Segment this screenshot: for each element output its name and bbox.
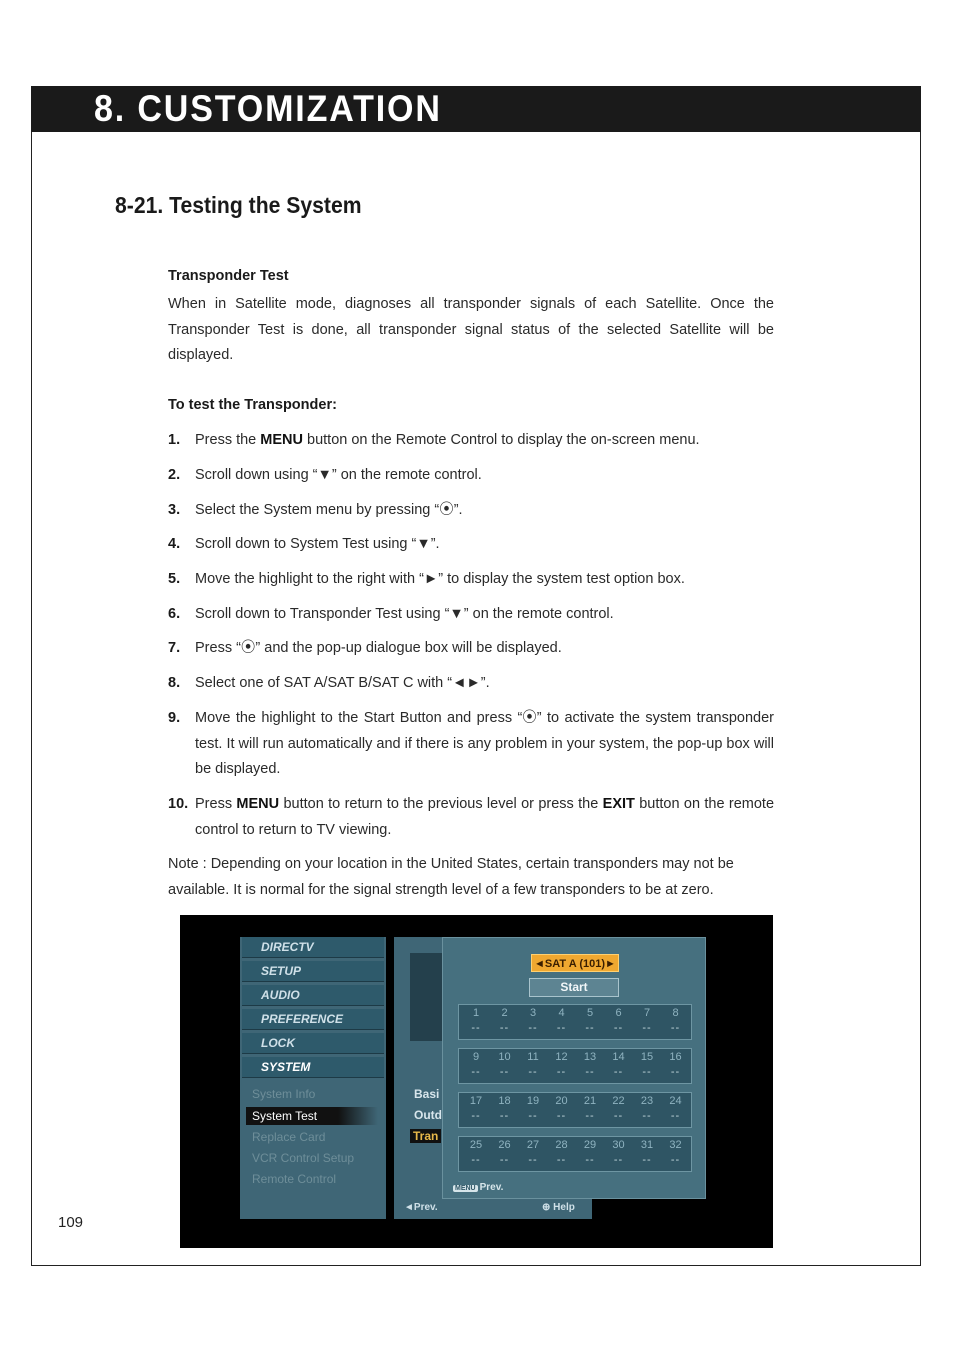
option-transponder: Tran — [410, 1129, 441, 1143]
page-number: 109 — [58, 1214, 84, 1231]
panel-preview — [410, 953, 444, 1041]
step-number: 4. — [168, 536, 181, 552]
step-7 — [168, 636, 774, 662]
transponder-number: 13 — [583, 1051, 597, 1063]
option-basic: Basi — [414, 1087, 440, 1101]
transponder-number: 8 — [672, 1007, 679, 1019]
step-number: 10. — [168, 796, 189, 812]
step-text: Select the System menu by pressing “⦿”. — [195, 502, 463, 518]
transponder-number: 10 — [498, 1051, 511, 1063]
transponder-number: 2 — [501, 1007, 508, 1019]
transponder-test-heading: Transponder Test — [168, 268, 289, 284]
transponder-signal: -- — [556, 1066, 567, 1078]
transponder-number: 25 — [469, 1139, 483, 1151]
transponder-number: 23 — [640, 1095, 654, 1107]
step-3 — [168, 498, 774, 524]
step-number: 8. — [168, 675, 181, 691]
transponder-number: 19 — [526, 1095, 540, 1107]
transponder-signal: -- — [528, 1154, 538, 1166]
submenu-remote-control: Remote Control — [252, 1172, 337, 1186]
transponder-number: 26 — [498, 1139, 511, 1151]
step-text: Move the highlight to the right with “►” to display the system test option box. — [195, 571, 685, 587]
transponder-number: 16 — [669, 1051, 682, 1063]
step-4 — [168, 532, 774, 558]
step-5 — [168, 567, 774, 593]
transponder-signal: -- — [642, 1066, 652, 1078]
transponder-popup — [442, 937, 706, 1199]
transponder-signal: -- — [642, 1022, 652, 1034]
transponder-signal: -- — [556, 1154, 567, 1166]
transponder-number: 1 — [472, 1007, 480, 1019]
step-number: 1. — [168, 432, 181, 448]
transponder-number: 3 — [529, 1007, 537, 1019]
step-text: Move the highlight to the Start Button and press “⦿” to activate the system transponder test. It will run automatically and if there is any problem in your system, the pop-up box will be displayed. — [195, 710, 774, 777]
transponder-row — [458, 1136, 692, 1172]
step-text: Scroll down to System Test using “▼”. — [195, 536, 440, 552]
transponder-number: 24 — [669, 1095, 682, 1107]
chapter-title: 8. CUSTOMIZATION — [94, 88, 442, 129]
menu-item-lock: LOCK — [242, 1033, 384, 1054]
popup-footer: MENU Prev. — [455, 1182, 504, 1193]
transponder-signal: -- — [670, 1066, 681, 1078]
step-2 — [168, 463, 774, 489]
transponder-number: 32 — [669, 1139, 682, 1151]
transponder-number: 4 — [558, 1007, 565, 1019]
transponder-signal: -- — [585, 1022, 595, 1034]
transponder-signal: -- — [471, 1066, 481, 1078]
transponder-row — [458, 1092, 692, 1128]
transponder-test-intro: When in Satellite mode, diagnoses all transponder signals of each Satellite. Once the Transponder Test is done, all transponder signal status of the selected Satellite will be displayed. — [168, 296, 774, 363]
transponder-signal: -- — [585, 1066, 595, 1078]
transponder-number: 12 — [555, 1051, 568, 1063]
transponder-number: 18 — [498, 1095, 511, 1107]
transponder-signal: -- — [528, 1110, 538, 1122]
transponder-number: 29 — [583, 1139, 597, 1151]
transponder-number: 15 — [640, 1051, 654, 1063]
transponder-number: 28 — [555, 1139, 568, 1151]
note-text: Note : Depending on your location in the United States, certain transponders may not be available. It is normal for the signal strength level of a few transponders to be at zero. — [168, 856, 734, 898]
step-8 — [168, 671, 774, 697]
step-number: 2. — [168, 467, 181, 483]
step-text: Scroll down to Transponder Test using “▼” on the remote control. — [195, 606, 614, 622]
transponder-signal: -- — [528, 1066, 538, 1078]
submenu-vcr-control-setup: VCR Control Setup — [252, 1151, 355, 1165]
transponder-signal: -- — [471, 1022, 481, 1034]
transponder-signal: -- — [499, 1066, 510, 1078]
transponder-signal: -- — [471, 1110, 481, 1122]
transponder-signal: -- — [499, 1154, 510, 1166]
transponder-signal: -- — [585, 1154, 595, 1166]
transponder-number: 27 — [526, 1139, 540, 1151]
transponder-row — [458, 1004, 692, 1040]
menu-item-setup: SETUP — [242, 961, 384, 982]
step-1 — [168, 428, 774, 454]
step-number: 5. — [168, 571, 181, 587]
transponder-signal: -- — [670, 1110, 681, 1122]
option-outdoor: Outd — [414, 1108, 442, 1122]
transponder-signal: -- — [613, 1110, 624, 1122]
prev-label: ◄Prev. — [404, 1202, 438, 1213]
start-button: Start — [529, 978, 619, 997]
help-label: ⊕ Help — [542, 1202, 575, 1213]
step-number: 9. — [168, 710, 181, 726]
transponder-row — [458, 1048, 692, 1084]
transponder-number: 11 — [527, 1051, 539, 1063]
transponder-number: 31 — [640, 1139, 654, 1151]
transponder-number: 21 — [583, 1095, 597, 1107]
transponder-number: 20 — [555, 1095, 568, 1107]
step-text: Press “⦿” and the pop-up dialogue box will be displayed. — [195, 640, 562, 656]
step-9 — [168, 706, 774, 783]
step-number: 6. — [168, 606, 181, 622]
menu-item-audio: AUDIO — [242, 985, 384, 1006]
section-title: 8-21. Testing the System — [115, 192, 362, 218]
step-number: 3. — [168, 502, 181, 518]
transponder-signal: -- — [528, 1022, 538, 1034]
transponder-signal: -- — [642, 1110, 652, 1122]
transponder-number: 14 — [612, 1051, 625, 1063]
step-text: Press the MENU button on the Remote Control to display the on-screen menu. — [195, 432, 700, 448]
transponder-number: 9 — [472, 1051, 480, 1063]
procedure-heading: To test the Transponder: — [168, 397, 337, 413]
transponder-signal: -- — [670, 1154, 681, 1166]
step-text: Press MENU button to return to the previous level or press the EXIT button on the remote control to return to TV viewing. — [195, 796, 775, 838]
transponder-signal: -- — [613, 1066, 624, 1078]
menu-badge: MENU — [455, 1185, 476, 1192]
transponder-number: 7 — [643, 1007, 651, 1019]
transponder-number: 6 — [615, 1007, 622, 1019]
transponder-signal: -- — [670, 1022, 681, 1034]
step-text: Scroll down using “▼” on the remote control. — [195, 467, 482, 483]
step-10 — [168, 792, 774, 843]
transponder-signal: -- — [556, 1022, 567, 1034]
menu-item-preference: PREFERENCE — [242, 1009, 384, 1030]
transponder-signal: -- — [556, 1110, 567, 1122]
submenu-replace-card: Replace Card — [252, 1130, 326, 1144]
submenu-system-info: System Info — [252, 1087, 316, 1101]
transponder-signal: -- — [642, 1154, 652, 1166]
step-6 — [168, 602, 774, 628]
submenu-system-test: System Test — [246, 1107, 378, 1125]
satellite-selector: ◄SAT A (101)► — [531, 954, 619, 972]
step-text: Select one of SAT A/SAT B/SAT C with “◄►”. — [195, 675, 490, 691]
main-menu — [240, 937, 386, 1219]
transponder-number: 22 — [612, 1095, 625, 1107]
help-icon: ⊕ — [542, 1202, 554, 1213]
transponder-signal: -- — [585, 1110, 595, 1122]
menu-item-directv: DIRECTV — [242, 937, 384, 958]
transponder-number: 5 — [586, 1007, 594, 1019]
transponder-signal: -- — [499, 1022, 510, 1034]
transponder-number: 17 — [469, 1095, 483, 1107]
transponder-signal: -- — [613, 1154, 624, 1166]
transponder-signal: -- — [471, 1154, 481, 1166]
tv-screenshot — [180, 915, 773, 1248]
transponder-number: 30 — [612, 1139, 625, 1151]
step-number: 7. — [168, 640, 181, 656]
transponder-signal: -- — [499, 1110, 510, 1122]
menu-item-system: SYSTEM — [242, 1057, 384, 1078]
transponder-signal: -- — [613, 1022, 624, 1034]
